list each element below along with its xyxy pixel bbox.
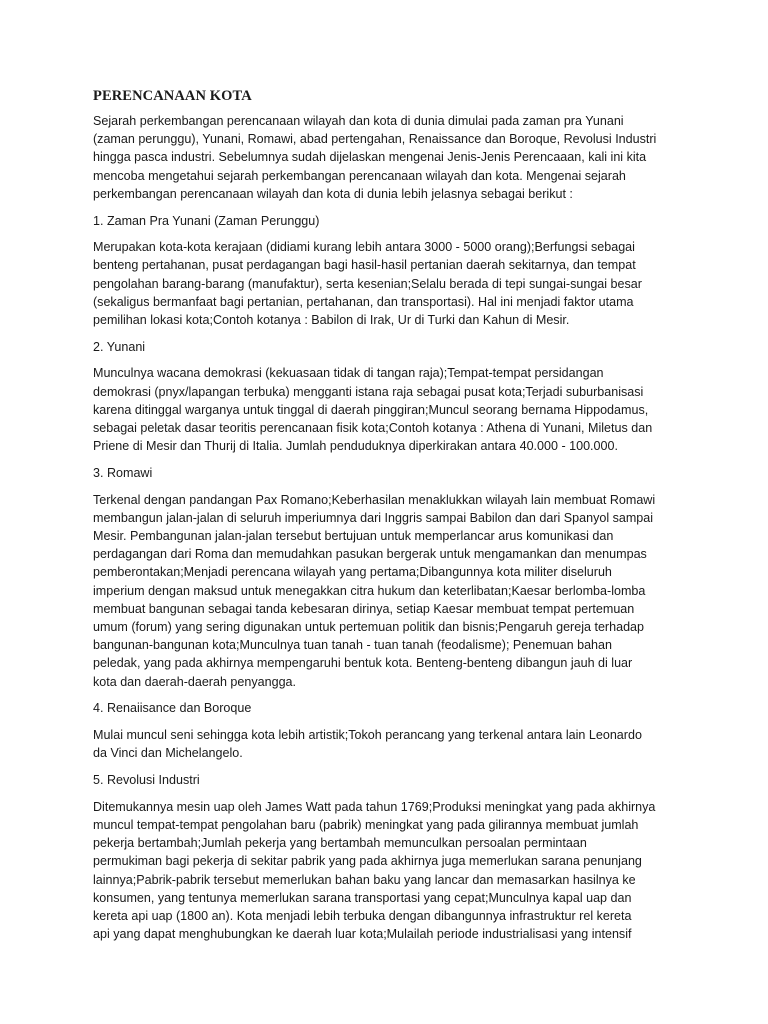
- text-line: Mesir. Pembangunan jalan-jalan tersebut bertujuan untuk memperlancar arus komunikasi dan: [93, 529, 614, 544]
- text-line: muncul tempat-tempat pengolahan baru (pabrik) meningkat yang pada gilirannya membuat jumlah: [93, 817, 639, 832]
- document-page: [93, 86, 683, 952]
- text-line: membuat bangunan sebagai tanda kebesaran dirinya, setiap Kaesar membuat tempat pertemuan: [93, 601, 635, 616]
- text-line: pemberontakan;Menjadi perencana wilayah yang pertama;Dibangunnya kota militer diseluruh: [93, 565, 612, 580]
- text-line: sebagai peletak dasar teoritis perencanaan fisik kota;Contoh kotanya : Athena di Yunani, Miletus dan: [93, 421, 653, 436]
- text-line: (zaman perunggu), Yunani, Romawi, abad pertengahan, Renaissance dan Boroque, Revolusi Industri: [93, 132, 657, 147]
- text-line: kereta api uap (1800 an). Kota menjadi lebih terbuka dengan dibangunnya infrastruktur rel kereta: [93, 908, 632, 923]
- text-line: (sekaligus bermanfaat bagi pertanian, pertahanan, dan transportasi). Hal ini menjadi faktor utama: [93, 294, 634, 309]
- text-line: mencoba mengetahui sejarah perkembangan perencanaan wilayah dan kota. Mengenai sejarah: [93, 168, 626, 183]
- section-paragraph-yunani: [93, 364, 683, 455]
- text-line: da Vinci dan Michelangelo.: [93, 746, 243, 761]
- section-paragraph-revolusi-industri: [93, 798, 683, 944]
- text-line: konsumen, yang tentunya memerlukan sarana transportasi yang cepat;Munculnya kapal uap dan: [93, 890, 632, 905]
- text-line: pengolahan barang-barang (manufaktur), serta kesenian;Selalu berada di tepi sungai-sungai besar: [93, 276, 642, 291]
- text-line: Ditemukannya mesin uap oleh James Watt pada tahun 1769;Produksi meningkat yang pada akhirnya: [93, 799, 656, 814]
- text-line: karena ditinggal warganya untuk tinggal di daerah pinggiran;Muncul seorang bernama Hippodamus,: [93, 402, 649, 417]
- text-line: perdagangan dari Roma dan memudahkan pasukan bergerak untuk mengamankan dan menumpas: [93, 547, 647, 562]
- text-line: benteng pertahanan, pusat perdagangan bagi hasil-hasil pertanian daerah sekitarnya, dan tempat: [93, 258, 636, 273]
- section-heading-romawi: 3. Romawi: [93, 465, 153, 480]
- section-heading-zaman-pra-yunani: 1. Zaman Pra Yunani (Zaman Perunggu): [93, 213, 320, 228]
- section-heading-revolusi-industri: 5. Revolusi Industri: [93, 773, 200, 787]
- text-line: api yang dapat menghubungkan ke daerah luar kota;Mulailah periode industrialisasi yang intensif: [93, 927, 632, 942]
- text-line: lainnya;Pabrik-pabrik tersebut memerlukan bahan baku yang lancar dan memasarkan hasilnya ke: [93, 872, 636, 887]
- section-paragraph-romawi: [93, 491, 683, 691]
- intro-paragraph: [93, 112, 683, 203]
- section-paragraph-renaissance: [93, 726, 683, 762]
- text-line: pemilihan lokasi kota;Contoh kotanya : Babilon di Irak, Ur di Turki dan Kahun di Mesir.: [93, 313, 570, 328]
- document-title: PERENCANAAN KOTA: [93, 88, 252, 104]
- section-heading-renaissance: 4. Renaiisance dan Boroque: [93, 701, 252, 716]
- text-line: kota dan daerah-daerah penyangga.: [93, 674, 297, 689]
- text-line: peledak, yang pada akhirnya mempengaruhi bentuk kota. Benteng-benteng dibangun jauh di luar: [93, 656, 633, 671]
- text-line: permukiman bagi pekerja di sekitar pabrik yang pada akhirnya juga memerlukan sarana penunjang: [93, 854, 642, 869]
- text-line: Merupakan kota-kota kerajaan (didiami kurang lebih antara 3000 - 5000 orang);Berfungsi sebagai: [93, 240, 635, 255]
- text-line: Terkenal dengan pandangan Pax Romano;Keberhasilan menaklukkan wilayah lain membuat Romawi: [93, 492, 656, 507]
- text-line: demokrasi (pnyx/lapangan terbuka) mengganti istana raja sebagai pusat kota;Terjadi suburbanisasi: [93, 384, 644, 399]
- text-line: umum (forum) yang sering digunakan untuk pertemuan politik dan bisnis;Pengaruh gereja terhadap: [93, 620, 644, 635]
- section-paragraph-zaman-pra-yunani: [93, 238, 683, 329]
- text-line: perkembangan perencanaan wilayah dan kota di dunia lebih jelasnya sebagai berikut :: [93, 186, 573, 201]
- text-line: hingga pasca industri. Sebelumnya sudah dijelaskan mengenai Jenis-Jenis Perencaaan, kali ini kita: [93, 150, 647, 165]
- text-line: pekerja bertambah;Jumlah pekerja yang bertambah memunculkan persoalan permintaan: [93, 836, 587, 851]
- text-line: Mulai muncul seni sehingga kota lebih artistik;Tokoh perancang yang terkenal antara lain Leonardo: [93, 728, 642, 743]
- text-line: Priene di Mesir dan Thurij di Italia. Jumlah penduduknya diperkirakan antara 40.000 - 100.000.: [93, 439, 618, 454]
- text-line: bangunan-bangunan kota;Munculnya tuan tanah - tuan tanah (feodalisme); Penemuan bahan: [93, 638, 612, 653]
- text-line: imperium dengan maksud untuk menegakkan citra hukum dan keterlibatan;Kaesar berlomba-lomba: [93, 583, 646, 598]
- text-line: Munculnya wacana demokrasi (kekuasaan tidak di tangan raja);Tempat-tempat persidangan: [93, 366, 604, 381]
- text-line: Sejarah perkembangan perencanaan wilayah dan kota di dunia dimulai pada zaman pra Yunani: [93, 114, 624, 128]
- section-heading-yunani: 2. Yunani: [93, 339, 146, 354]
- text-line: membangun jalan-jalan di seluruh imperiumnya dari Inggris sampai Babilon dan dari Spanyol sampai: [93, 510, 654, 525]
